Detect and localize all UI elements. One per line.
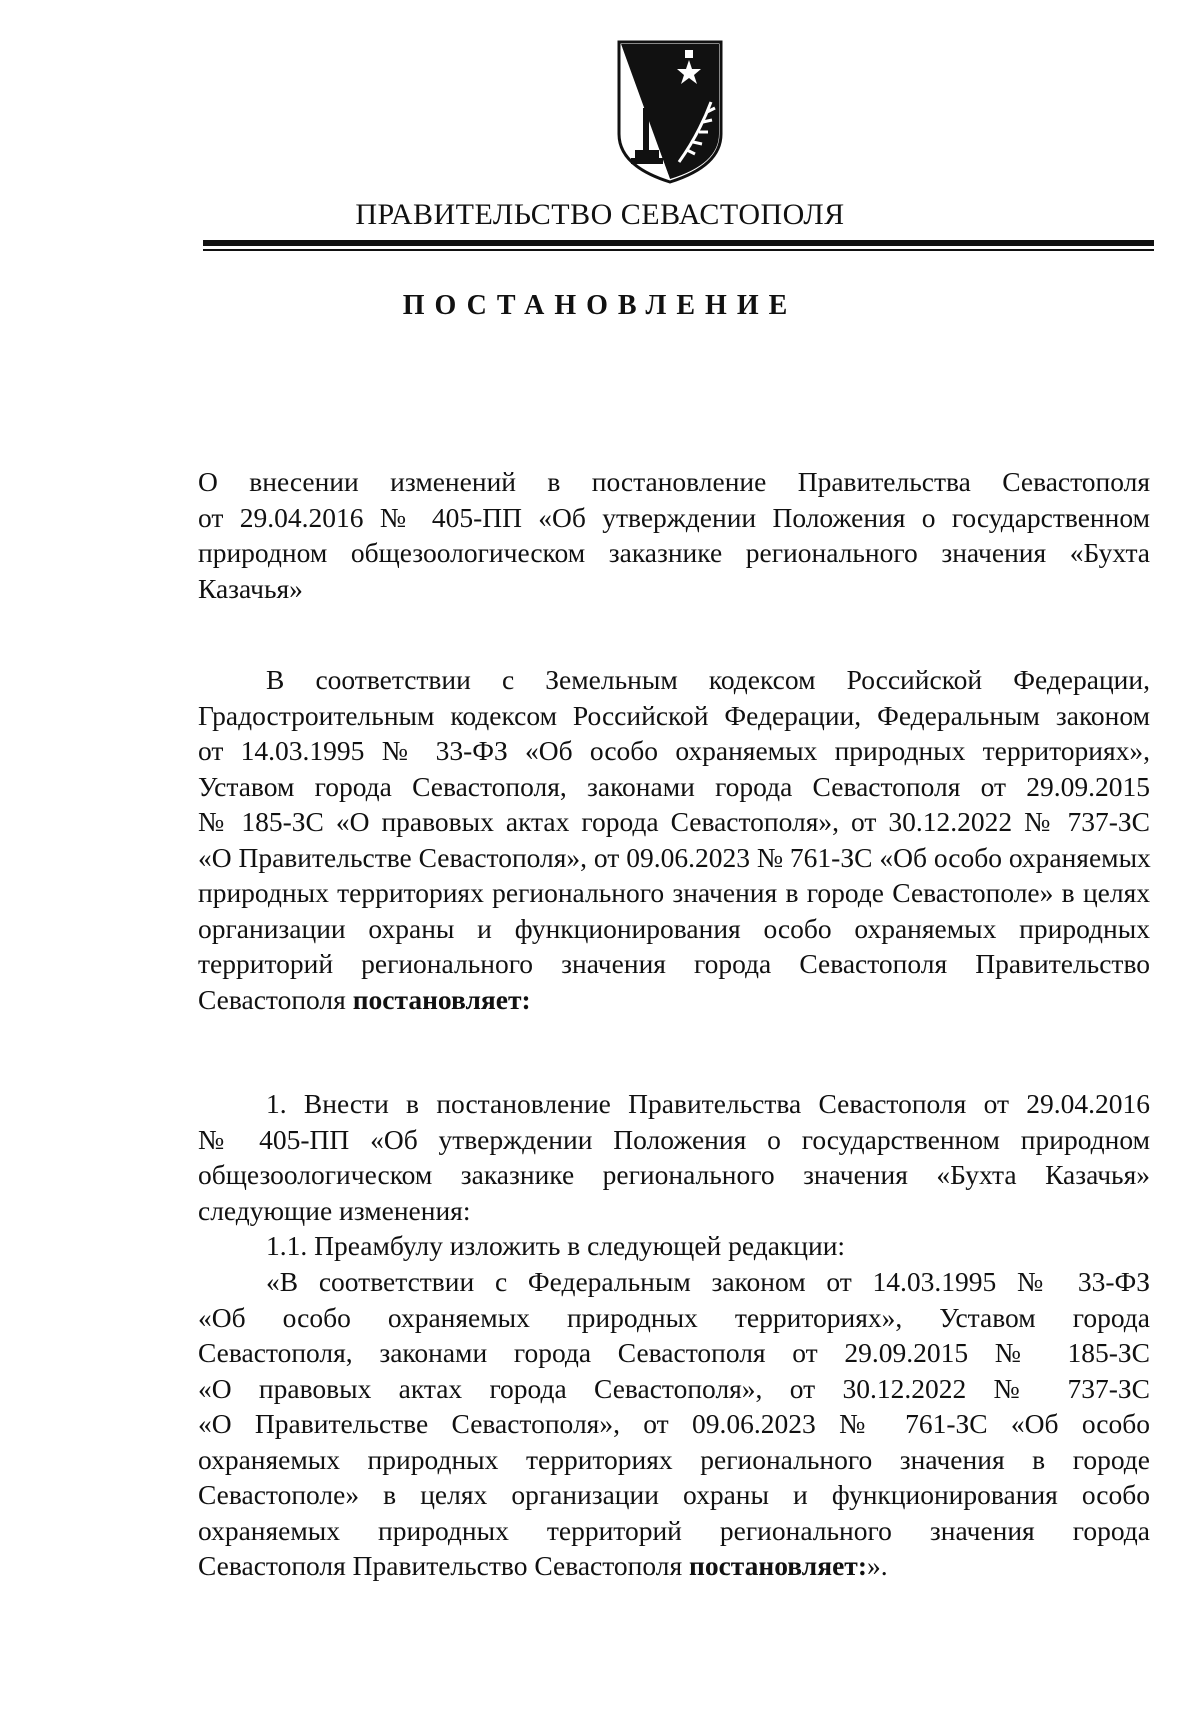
item-1-line: общезоологическом заказнике регионального значения «Бухта Казачья» <box>198 1159 1150 1190</box>
resolution-subject <box>198 464 1150 606</box>
item-1-paragraph <box>198 1086 1150 1228</box>
item-1-line: следующие изменения: <box>198 1194 471 1226</box>
quote-closing: ». <box>866 1550 888 1581</box>
quote-line <box>198 1548 1150 1584</box>
quote-line: Севастополе» в целях организации охраны и функционирования особо <box>198 1479 1150 1510</box>
preamble-line: от 14.03.1995 № 33-ФЗ «Об особо охраняемых природных территориях», <box>198 735 1150 766</box>
subject-line: природном общезоологическом заказнике регионального значения «Бухта <box>198 537 1150 568</box>
preamble-last-text: Севастополя <box>198 983 346 1015</box>
header-divider-thin <box>203 249 1154 251</box>
new-preamble-quote <box>198 1264 1150 1584</box>
preamble-decree-word: постановляет: <box>352 983 531 1015</box>
preamble-line: В соответствии с Земельным кодексом Российской Федерации, <box>266 664 1150 695</box>
preamble-line: природных территориях регионального значения в городе Севастополе» в целях <box>198 877 1150 908</box>
coat-of-arms-icon <box>615 38 725 186</box>
quote-decree-word: постановляет: <box>689 1550 867 1581</box>
subject-line: от 29.04.2016 № 405-ПП «Об утверждении Положения о государственном <box>198 501 1150 533</box>
quote-last-text: Севастополя Правительство Севастополя <box>198 1550 683 1581</box>
item-1-line: № 405-ПП «Об утверждении Положения о государственном природном <box>198 1123 1150 1155</box>
preamble-line: «О Правительстве Севастополя», от 09.06.2023 № 761-ЗС «Об особо охраняемых <box>198 841 1151 873</box>
preamble-line: № 185-ЗС «О правовых актах города Севастополя», от 30.12.2022 № 737-ЗС <box>198 806 1150 837</box>
preamble-line <box>198 982 1150 1018</box>
subject-line: О внесении изменений в постановление Правительства Севастополя <box>198 466 1150 497</box>
quote-line: «О Правительстве Севастополя», от 09.06.2023 № 761-ЗС «Об особо <box>198 1408 1150 1439</box>
quote-line: «В соответствии с Федеральным законом от 14.03.1995 № 33-ФЗ <box>266 1266 1150 1297</box>
document-type-title: ПОСТАНОВЛЕНИЕ <box>402 290 798 321</box>
quote-line: «Об особо охраняемых природных территориях», Уставом города <box>198 1301 1150 1333</box>
quote-line: охраняемых природных территорий регионального значения города <box>198 1514 1150 1546</box>
preamble-line: Уставом города Севастополя, законами города Севастополя от 29.09.2015 <box>198 770 1150 802</box>
item-1-line: 1. Внести в постановление Правительства Севастополя от 29.04.2016 <box>266 1088 1150 1119</box>
quote-line: Севастополя, законами города Севастополя от 29.09.2015 № 185-ЗС <box>198 1337 1150 1368</box>
subject-line: Казачья» <box>198 572 303 604</box>
preamble-line: организации охраны и функционирования особо охраняемых природных <box>198 912 1150 944</box>
preamble-line: территорий регионального значения города Севастополя Правительство <box>198 948 1150 979</box>
preamble-paragraph <box>198 662 1150 1017</box>
item-1-1-line: 1.1. Преамбулу изложить в следующей редакции: <box>266 1230 846 1261</box>
item-1-1-paragraph <box>198 1228 1150 1264</box>
preamble-line: Градостроительным кодексом Российской Федерации, Федеральным законом <box>198 699 1150 731</box>
header-divider-thick <box>203 240 1154 246</box>
quote-line: охраняемых природных территориях регионального значения в городе <box>198 1443 1150 1475</box>
quote-line: «О правовых актах города Севастополя», от 30.12.2022 № 737-ЗС <box>198 1372 1150 1404</box>
government-name: ПРАВИТЕЛЬСТВО СЕВАСТОПОЛЯ <box>355 198 845 231</box>
